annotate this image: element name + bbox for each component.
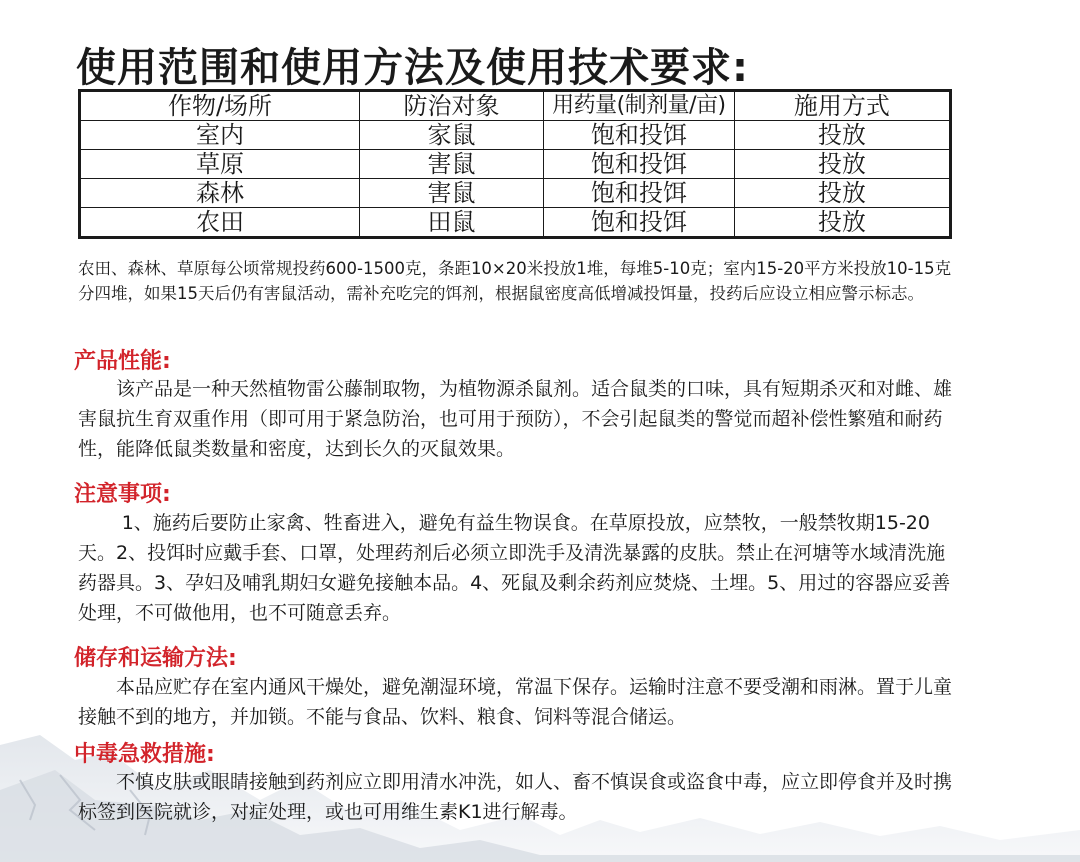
cell-crop-site: 农田: [80, 208, 360, 238]
first-aid-heading: 中毒急救措施:: [74, 742, 215, 767]
cell-target: 害鼠: [360, 179, 544, 208]
performance-heading: 产品性能:: [74, 349, 171, 374]
header-target: 防治对象: [360, 91, 544, 121]
cell-target: 害鼠: [360, 150, 544, 179]
page-title: 使用范围和使用方法及使用技术要求:: [76, 45, 749, 91]
cell-target: 田鼠: [360, 208, 544, 238]
table-row: [80, 150, 951, 179]
cell-dosage: 饱和投饵: [544, 179, 735, 208]
storage-heading: 储存和运输方法:: [74, 646, 237, 671]
cell-dosage: 饱和投饵: [544, 150, 735, 179]
usage-table: [78, 89, 952, 239]
cell-method: 投放: [734, 208, 950, 238]
cell-method: 投放: [734, 121, 950, 150]
table-header-row: [80, 91, 951, 121]
header-method: 施用方式: [734, 91, 950, 121]
first-aid-text: 不慎皮肤或眼睛接触到药剂应立即用清水冲洗，如人、畜不慎误食或盗食中毒，应立即停食并及时携标签到医院就诊，对症处理，或也可用维生素K1进行解毒。: [78, 771, 953, 823]
header-dosage: 用药量(制剂量/亩): [544, 91, 735, 121]
cell-method: 投放: [734, 179, 950, 208]
cell-dosage: 饱和投饵: [544, 208, 735, 238]
table-row: [80, 179, 951, 208]
table-row: [80, 121, 951, 150]
notice-text: 1、施药后要防止家禽、牲畜进入，避免有益生物误食。在草原投放，应禁牧，一般禁牧期15-20天。2、投饵时应戴手套、口罩，处理药剂后必须立即洗手及清洗暴露的皮肤。禁止在河塘等水域清洗施药器具。3、孕妇及哺乳期妇女避免接触本品。4、死鼠及剩余药剂应焚烧、土埋。5、用过的容器应妥善处理，不可做他用，也不可随意丢弃。: [78, 512, 951, 624]
table-row: [80, 208, 951, 238]
cell-target: 家鼠: [360, 121, 544, 150]
storage-text: 本品应贮存在室内通风干燥处，避免潮湿环境，常温下保存。运输时注意不要受潮和雨淋。置于儿童接触不到的地方，并加锁。不能与食品、饮料、粮食、饲料等混合储运。: [78, 676, 953, 728]
cell-crop-site: 室内: [80, 121, 360, 150]
header-crop-site: 作物/场所: [80, 91, 360, 121]
usage-method-text: 农田、森林、草原每公顷常规投药600-1500克，条距10×20米投放1堆，每堆5-10克；室内15-20平方米投放10-15克分四堆，如果15天后仍有害鼠活动，需补充吃完的饵剂，根据鼠密度高低增减投饵量，投药后应设立相应警示标志。: [78, 259, 952, 303]
notice-heading: 注意事项:: [74, 482, 171, 507]
cell-dosage: 饱和投饵: [544, 121, 735, 150]
cell-crop-site: 森林: [80, 179, 360, 208]
cell-crop-site: 草原: [80, 150, 360, 179]
cell-method: 投放: [734, 150, 950, 179]
performance-text: 该产品是一种天然植物雷公藤制取物，为植物源杀鼠剂。适合鼠类的口味，具有短期杀灭和对雌、雄害鼠抗生育双重作用（即可用于紧急防治，也可用于预防），不会引起鼠类的警觉而超补偿性繁殖和耐药性，能降低鼠类数量和密度，达到长久的灭鼠效果。: [78, 378, 953, 460]
